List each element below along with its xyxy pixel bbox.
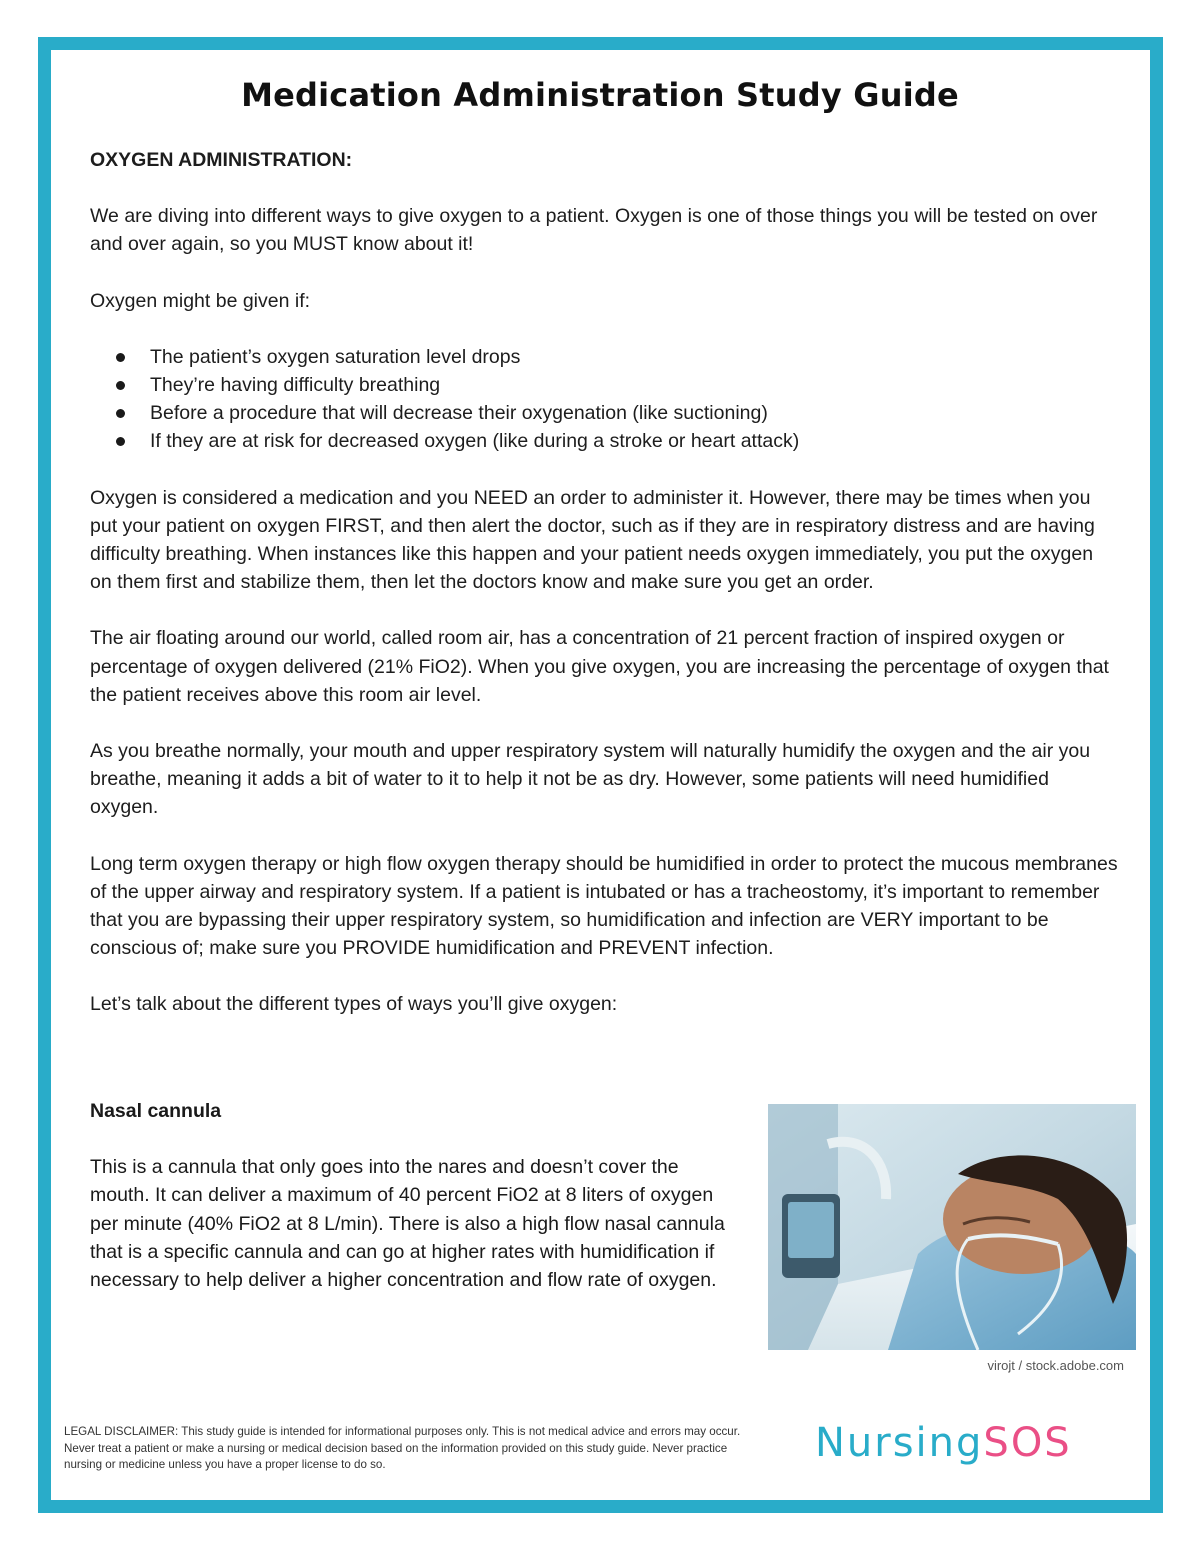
list-item-text: Before a procedure that will decrease their oxygenation (like suctioning)	[150, 402, 768, 425]
bullet-icon	[116, 353, 125, 362]
brand-logo-sos: SOS	[983, 1420, 1072, 1466]
room-air-paragraph: The air floating around our world, called room air, has a concentration of 21 percent fraction of inspired oxygen or percentage of oxygen delivered (21% FiO2). When you give oxygen, you are increasing the percentage of oxygen that the patient receives above this room air level.	[90, 627, 1109, 706]
intro-paragraph: We are diving into different ways to give oxygen to a patient. Oxygen is one of those things you will be tested on over and over again, so you MUST know about it!	[90, 205, 1098, 256]
list-item	[150, 427, 1120, 455]
brand-logo-nursing: Nursing	[815, 1420, 984, 1466]
section-heading: OXYGEN ADMINISTRATION:	[90, 149, 353, 171]
patient-photo-illustration	[768, 1104, 1136, 1350]
nasal-cannula-section	[90, 1097, 730, 1294]
page-title: Medication Administration Study Guide	[241, 76, 959, 114]
list-item-text: If they are at risk for decreased oxygen (like during a stroke or heart attack)	[150, 430, 800, 453]
bullet-icon	[116, 381, 125, 390]
long-term-paragraph: Long term oxygen therapy or high flow oxygen therapy should be humidified in order to protect the mucous membranes of the upper airway and respiratory system. If a patient is intubated or has a tracheostomy, it’s important to remember that you are bypassing their upper respiratory system, so humidification and infection are VERY important to be conscious of; make sure you PROVIDE humidification and PREVENT infection.	[90, 852, 1118, 960]
legal-disclaimer: LEGAL DISCLAIMER: This study guide is intended for informational purposes only. This is not medical advice and errors may occur. Never treat a patient or make a nursing or medical decision based on the information provided on this study guide. Never practice nursing or medicine unless you have a proper license to do so.	[64, 1425, 741, 1471]
humidify-paragraph: As you breathe normally, your mouth and upper respiratory system will naturally humidify the oxygen and the air you breathe, meaning it adds a bit of water to it to help it not be as dry. However, some patients will need humidified oxygen.	[90, 740, 1091, 819]
brand-logo	[815, 1420, 1072, 1466]
main-content	[90, 146, 1120, 1047]
list-item	[150, 343, 1120, 371]
bullet-icon	[116, 409, 125, 418]
types-lead-paragraph: Let’s talk about the different types of ways you’ll give oxygen:	[90, 993, 618, 1016]
nasal-cannula-body: This is a cannula that only goes into the nares and doesn’t cover the mouth. It can deliver a maximum of 40 percent FiO2 at 8 liters of oxygen per minute (40% FiO2 at 8 L/min). There is also a high flow nasal cannula that is a specific cannula and can go at higher rates with humidification if necessary to help deliver a higher concentration and flow rate of oxygen.	[90, 1156, 725, 1292]
list-item	[150, 371, 1120, 399]
list-item-text: The patient’s oxygen saturation level drops	[150, 345, 521, 368]
reasons-lead: Oxygen might be given if:	[90, 289, 311, 312]
order-paragraph: Oxygen is considered a medication and you NEED an order to administer it. However, there may be times when you put your patient on oxygen FIRST, and then alert the doctor, such as if they are in respiratory distress and are having difficulty breathing. When instances like this happen and your patient needs oxygen immediately, you put the oxygen on them first and stabilize them, then let the doctors know and make sure you get an order.	[90, 486, 1095, 594]
photo-credit: virojt / stock.adobe.com	[987, 1358, 1124, 1373]
nasal-cannula-heading: Nasal cannula	[90, 1100, 222, 1122]
patient-photo	[768, 1104, 1136, 1350]
list-item	[150, 399, 1120, 427]
bullet-icon	[116, 437, 125, 446]
reasons-list	[90, 343, 1120, 456]
list-item-text: They’re having difficulty breathing	[150, 374, 441, 397]
